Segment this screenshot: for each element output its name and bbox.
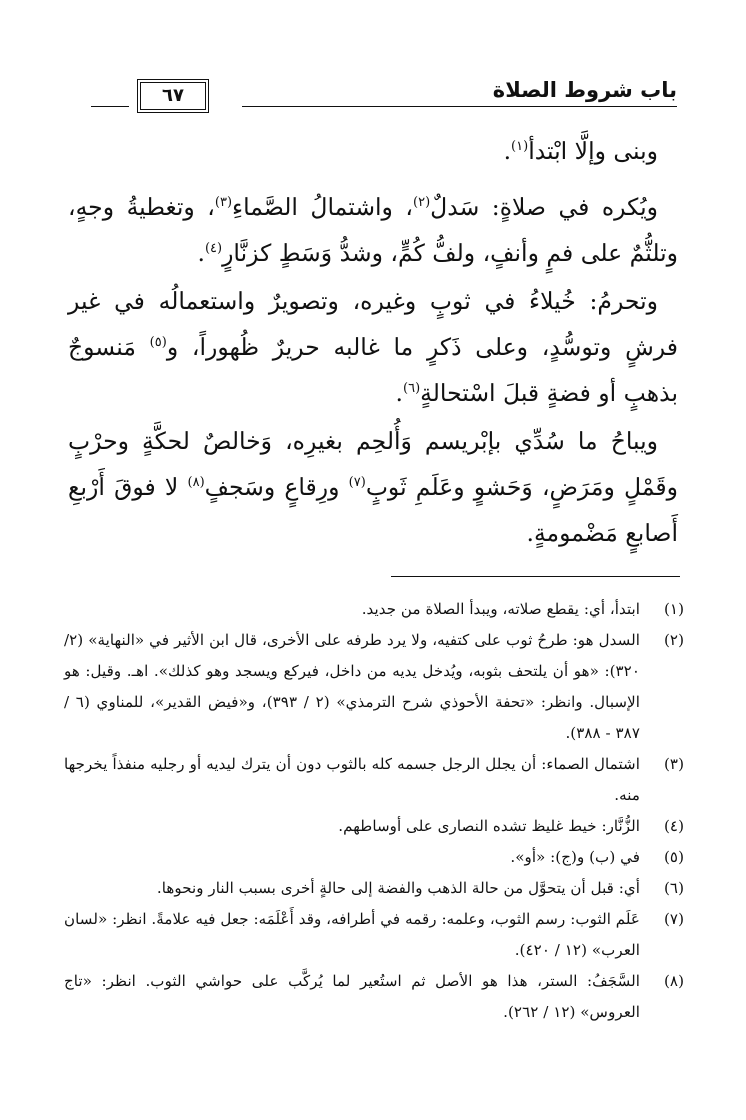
paragraph-3: وتحرمُ: خُيلاءُ في ثوبٍ وغيره، وتصويرٌ واستعمالُه في غير فرشٍ وتوسُّدٍ، وعلى ذَكرٍ ما غالبه حريرٌ ظُهوراً، و$^{(٥)}$ مَنسوجٌ بذهبٍ أو فضةٍ قبلَ اسْتحالةٍ$^{(٦)}$. bbox=[68, 287, 678, 407]
header-rule bbox=[242, 106, 677, 107]
footnote-ref-5: (٥) bbox=[149, 335, 167, 351]
footnote-ref-4: (٤) bbox=[204, 241, 223, 257]
footnote-ref-7: (٧) bbox=[348, 475, 366, 491]
footnote-ref-2: (٢) bbox=[413, 195, 431, 211]
footnote-6: (٦) أي: قبل أن يتحوَّل من حالة الذهب والفضة إلى حالةٍ أخرى بسبب النار ونحوها. bbox=[156, 879, 684, 897]
footnote-separator bbox=[391, 576, 680, 577]
footnote-1: (١) ابتدأ، أي: يقطع صلاته، ويبدأ الصلاة من جديد. bbox=[361, 600, 684, 618]
footnote-ref-3: (٣) bbox=[214, 195, 233, 211]
chapter-title: باب شروط الصلاة bbox=[492, 78, 677, 102]
footnote-4: (٤) الزُّنَّار: خيط غليظ تشده النصارى على أوساطهم. bbox=[338, 817, 684, 835]
page-number: ٦٧ bbox=[140, 82, 206, 110]
footnotes bbox=[64, 594, 684, 1028]
footnote-2: (٢) السدل هو: طرحُ ثوب على كتفيه، ولا يرد طرفه على الأخرى، قال ابن الأثير في «النهاية» (٢/ ٣٢٠): «هو أن يلتحف بثوبه، ويُدخل يديه من داخل، فيركع ويسجد وهو كذلك». اهـ. وقيل: هو الإسبال. وانظر: «تحفة الأحوذي شرح الترمذي» (٢ / ٣٩٣)، و«فيض القدير»، للمناوي (٦ / ٣٨٧ - ٣٨٨). bbox=[64, 631, 684, 742]
footnote-5: (٥) في (ب) و(ج): «أو». bbox=[510, 848, 684, 866]
footnote-7: (٧) عَلَم الثوب: رسم الثوب، وعلمه: رقمه في أطرافه، وقد أَعْلَمَه: جعل فيه علامةً. انظر: «لسان العرب» (١٢ / ٤٢٠). bbox=[64, 910, 684, 959]
footnote-ref-6: (٦) bbox=[403, 381, 421, 397]
footnote-3: (٣) اشتمال الصماء: أن يجلل الرجل جسمه كله بالثوب دون أن يترك ليديه أو رجليه منفذاً يخرجها منه. bbox=[64, 755, 684, 804]
paragraph-2: ويُكره في صلاةٍ: سَدلٌ$^{(٢)}$، واشتمالُ الصَّماءِ$^{(٣)}$، وتغطيةُ وجهٍ، وتلثُّمٌ على فمٍ وأنفٍ، ولفُّ كُمٍّ، وشدُّ وَسَطٍ كزنَّارٍ$^{(٤)}$. bbox=[68, 193, 678, 267]
paragraph-1: وبنى وإلَّا ابْتدأ$^{(١)}$. bbox=[503, 137, 658, 165]
header-rule-short bbox=[91, 106, 129, 107]
paragraph-4: ويباحُ ما سُدِّي بإبْريسم وَأُلحِم بغيرِه، وَخالصٌ لحكَّةٍ وحرْبٍ وقَمْلٍ ومَرَضٍ، وَحَشوٍ وعَلَمِ ثَوبٍ$^{(٧)}$ ورِقاعٍ وسَجفٍ$^{(٨)}$ لا فوقَ أَرْبعِ أَصابعٍ مَضْمومةٍ. bbox=[68, 427, 678, 547]
footnote-ref-1: (١) bbox=[511, 139, 529, 155]
footnote-ref-8: (٨) bbox=[187, 475, 205, 491]
page-header bbox=[92, 78, 677, 118]
main-text bbox=[68, 128, 678, 558]
footnote-8: (٨) السَّجَفُ: الستر، هذا هو الأصل ثم استُعير لما يُركَّب على حواشي الثوب. انظر: «تاج العروس» (١٢ / ٢٦٢). bbox=[64, 972, 684, 1021]
